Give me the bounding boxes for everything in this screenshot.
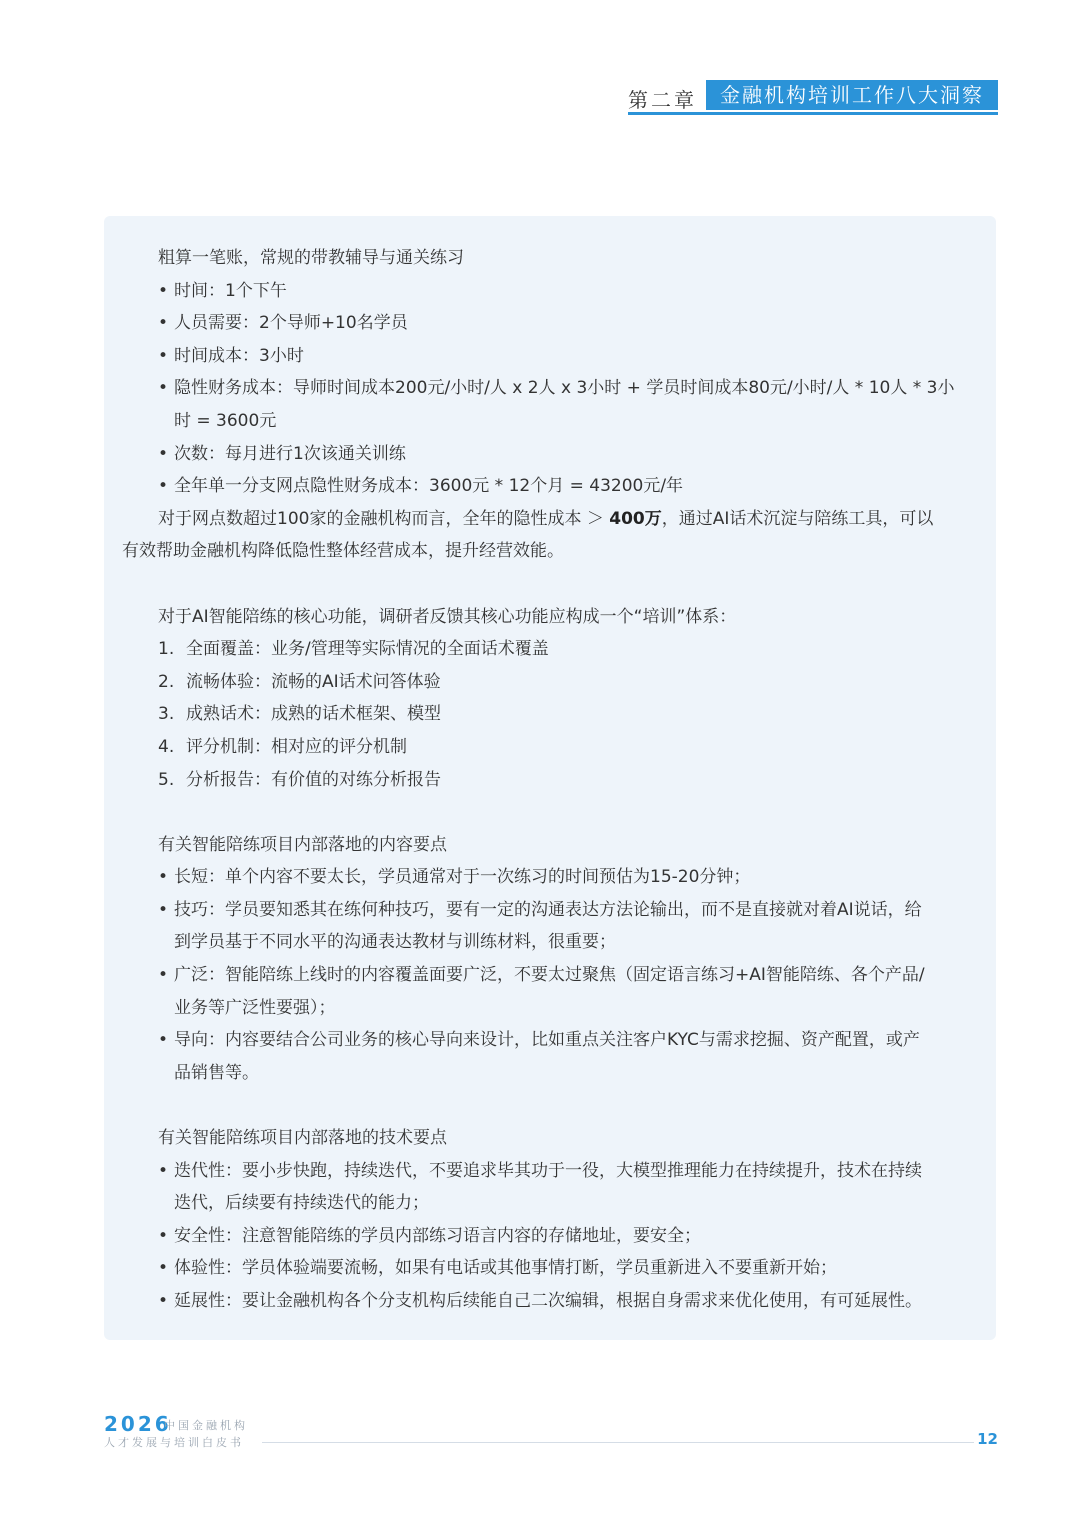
header-underline xyxy=(628,112,998,115)
item-text: 评分机制：相对应的评分机制 xyxy=(186,736,407,757)
chapter-label: 第二章 xyxy=(628,88,697,112)
list-item-continuation xyxy=(122,1057,978,1090)
bullet: • xyxy=(158,345,169,366)
list-item xyxy=(122,372,978,405)
bullet: • xyxy=(158,1030,169,1051)
list-item-text: 安全性：注意智能陪练的学员内部练习语言内容的存储地址，要安全； xyxy=(174,1225,701,1246)
list-item-text: 延展性：要让金融机构各个分支机构后续能自己二次编辑，根据自身需求来优化使用，有可延展性。 xyxy=(174,1291,922,1311)
list-item-text: 时间成本：3小时 xyxy=(174,345,304,366)
list-item-continuation xyxy=(122,926,978,959)
chapter-title: 金融机构培训工作八大洞察 xyxy=(706,80,998,110)
list-item xyxy=(122,275,978,308)
summary-paragraph xyxy=(122,503,978,536)
list-item-text: 人员需要：2个导师+10名学员 xyxy=(174,313,408,334)
list-item-text: 品销售等。 xyxy=(174,1062,259,1083)
section3-intro: 有关智能陪练项目内部落地的内容要点 xyxy=(158,834,447,855)
list-item xyxy=(122,1220,978,1253)
item-number: 1. xyxy=(158,639,175,660)
bullet: • xyxy=(158,313,169,334)
footer-title-line2: 人才发展与培训白皮书 xyxy=(104,1436,244,1449)
footer-title-line1: 中国金融机构 xyxy=(164,1419,248,1432)
list-item xyxy=(122,470,978,503)
section2-intro: 对于AI智能陪练的核心功能，调研者反馈其核心功能应构成一个“培训”体系： xyxy=(158,606,737,627)
item-number: 5. xyxy=(158,769,175,790)
bullet: • xyxy=(158,1291,169,1311)
list-item xyxy=(122,1024,978,1057)
list-item-text: 迭代，后续要有持续迭代的能力； xyxy=(174,1193,429,1214)
summary-text: 对于网点数超过100家的金融机构而言，全年的隐性成本 ＞ xyxy=(158,508,610,529)
bullet: • xyxy=(158,1258,169,1279)
bullet: • xyxy=(158,1225,169,1246)
list-item-text: 体验性：学员体验端要流畅，如果有电话或其他事情打断，学员重新进入不要重新开始； xyxy=(174,1258,837,1279)
list-item xyxy=(122,1155,978,1188)
footer-year: 2026 xyxy=(104,1412,172,1436)
bullet: • xyxy=(158,378,169,399)
list-item-text: 到学员基于不同水平的沟通表达教材与训练材料，很重要； xyxy=(174,932,616,953)
bullet: • xyxy=(158,476,169,497)
page-footer xyxy=(104,1412,1000,1452)
section4-intro: 有关智能陪练项目内部落地的技术要点 xyxy=(158,1128,447,1149)
list-item xyxy=(122,861,978,894)
bullet: • xyxy=(158,899,169,920)
list-item-text: 隐性财务成本：导师时间成本200元/小时/人 x 2人 x 3小时 + 学员时间成本80元/小时/人 * 10人 * 3小 xyxy=(174,378,955,399)
list-item-text: 技巧：学员要知悉其在练何种技巧，要有一定的沟通表达方法论输出，而不是直接就对着AI说话，给 xyxy=(174,899,922,920)
item-text: 全面覆盖：业务/管理等实际情况的全面话术覆盖 xyxy=(186,639,549,660)
item-number: 3. xyxy=(158,704,175,725)
bullet: • xyxy=(158,867,169,888)
footer-divider xyxy=(262,1442,974,1443)
list-item xyxy=(122,959,978,992)
list-item-continuation xyxy=(122,1187,978,1220)
list-item-continuation xyxy=(122,405,978,438)
list-item-text: 广泛：智能陪练上线时的内容覆盖面要广泛，不要太过聚焦（固定语言练习+AI智能陪练、各个产品/ xyxy=(174,965,925,986)
bullet: • xyxy=(158,280,169,301)
item-number: 2. xyxy=(158,671,175,692)
list-item xyxy=(122,438,978,471)
section1-intro: 粗算一笔账，常规的带教辅导与通关练习 xyxy=(158,248,464,268)
item-text: 成熟话术：成熟的话术框架、模型 xyxy=(186,704,441,725)
numbered-item xyxy=(122,731,978,764)
summary-highlight: 400万 xyxy=(609,508,662,529)
list-item xyxy=(122,894,978,927)
bullet: • xyxy=(158,443,169,464)
list-item-text: 全年单一分支网点隐性财务成本：3600元 * 12个月 = 43200元/年 xyxy=(174,476,684,497)
summary-line2: 有效帮助金融机构降低隐性整体经营成本，提升经营效能。 xyxy=(122,541,564,562)
content-body xyxy=(122,242,978,1318)
bullet: • xyxy=(158,965,169,986)
list-item-text: 时 = 3600元 xyxy=(174,410,277,431)
item-text: 分析报告：有价值的对练分析报告 xyxy=(186,769,441,790)
numbered-item xyxy=(122,633,978,666)
numbered-item xyxy=(122,764,978,797)
list-item-text: 长短：单个内容不要太长，学员通常对于一次练习的时间预估为15-20分钟； xyxy=(174,867,751,888)
numbered-item xyxy=(122,666,978,699)
list-item xyxy=(122,340,978,373)
item-text: 流畅体验：流畅的AI话术问答体验 xyxy=(186,671,441,692)
chapter-header xyxy=(628,80,1000,118)
list-item-continuation xyxy=(122,992,978,1025)
item-number: 4. xyxy=(158,736,175,757)
list-item-text: 迭代性：要小步快跑，持续迭代，不要追求毕其功于一役，大模型推理能力在持续提升，技术在持续 xyxy=(174,1160,922,1181)
numbered-item xyxy=(122,698,978,731)
list-item-text: 导向：内容要结合公司业务的核心导向来设计，比如重点关注客户KYC与需求挖掘、资产配置，或产 xyxy=(174,1030,920,1051)
list-item xyxy=(122,1285,978,1318)
list-item xyxy=(122,1252,978,1285)
summary-text: ，通过AI话术沉淀与陪练工具，可以 xyxy=(661,508,934,529)
bullet: • xyxy=(158,1160,169,1181)
list-item-text: 时间：1个下午 xyxy=(174,280,287,301)
list-item xyxy=(122,307,978,340)
list-item-text: 业务等广泛性要强）； xyxy=(174,997,336,1018)
list-item-text: 次数：每月进行1次该通关训练 xyxy=(174,443,406,464)
page-number: 12 xyxy=(977,1430,998,1448)
